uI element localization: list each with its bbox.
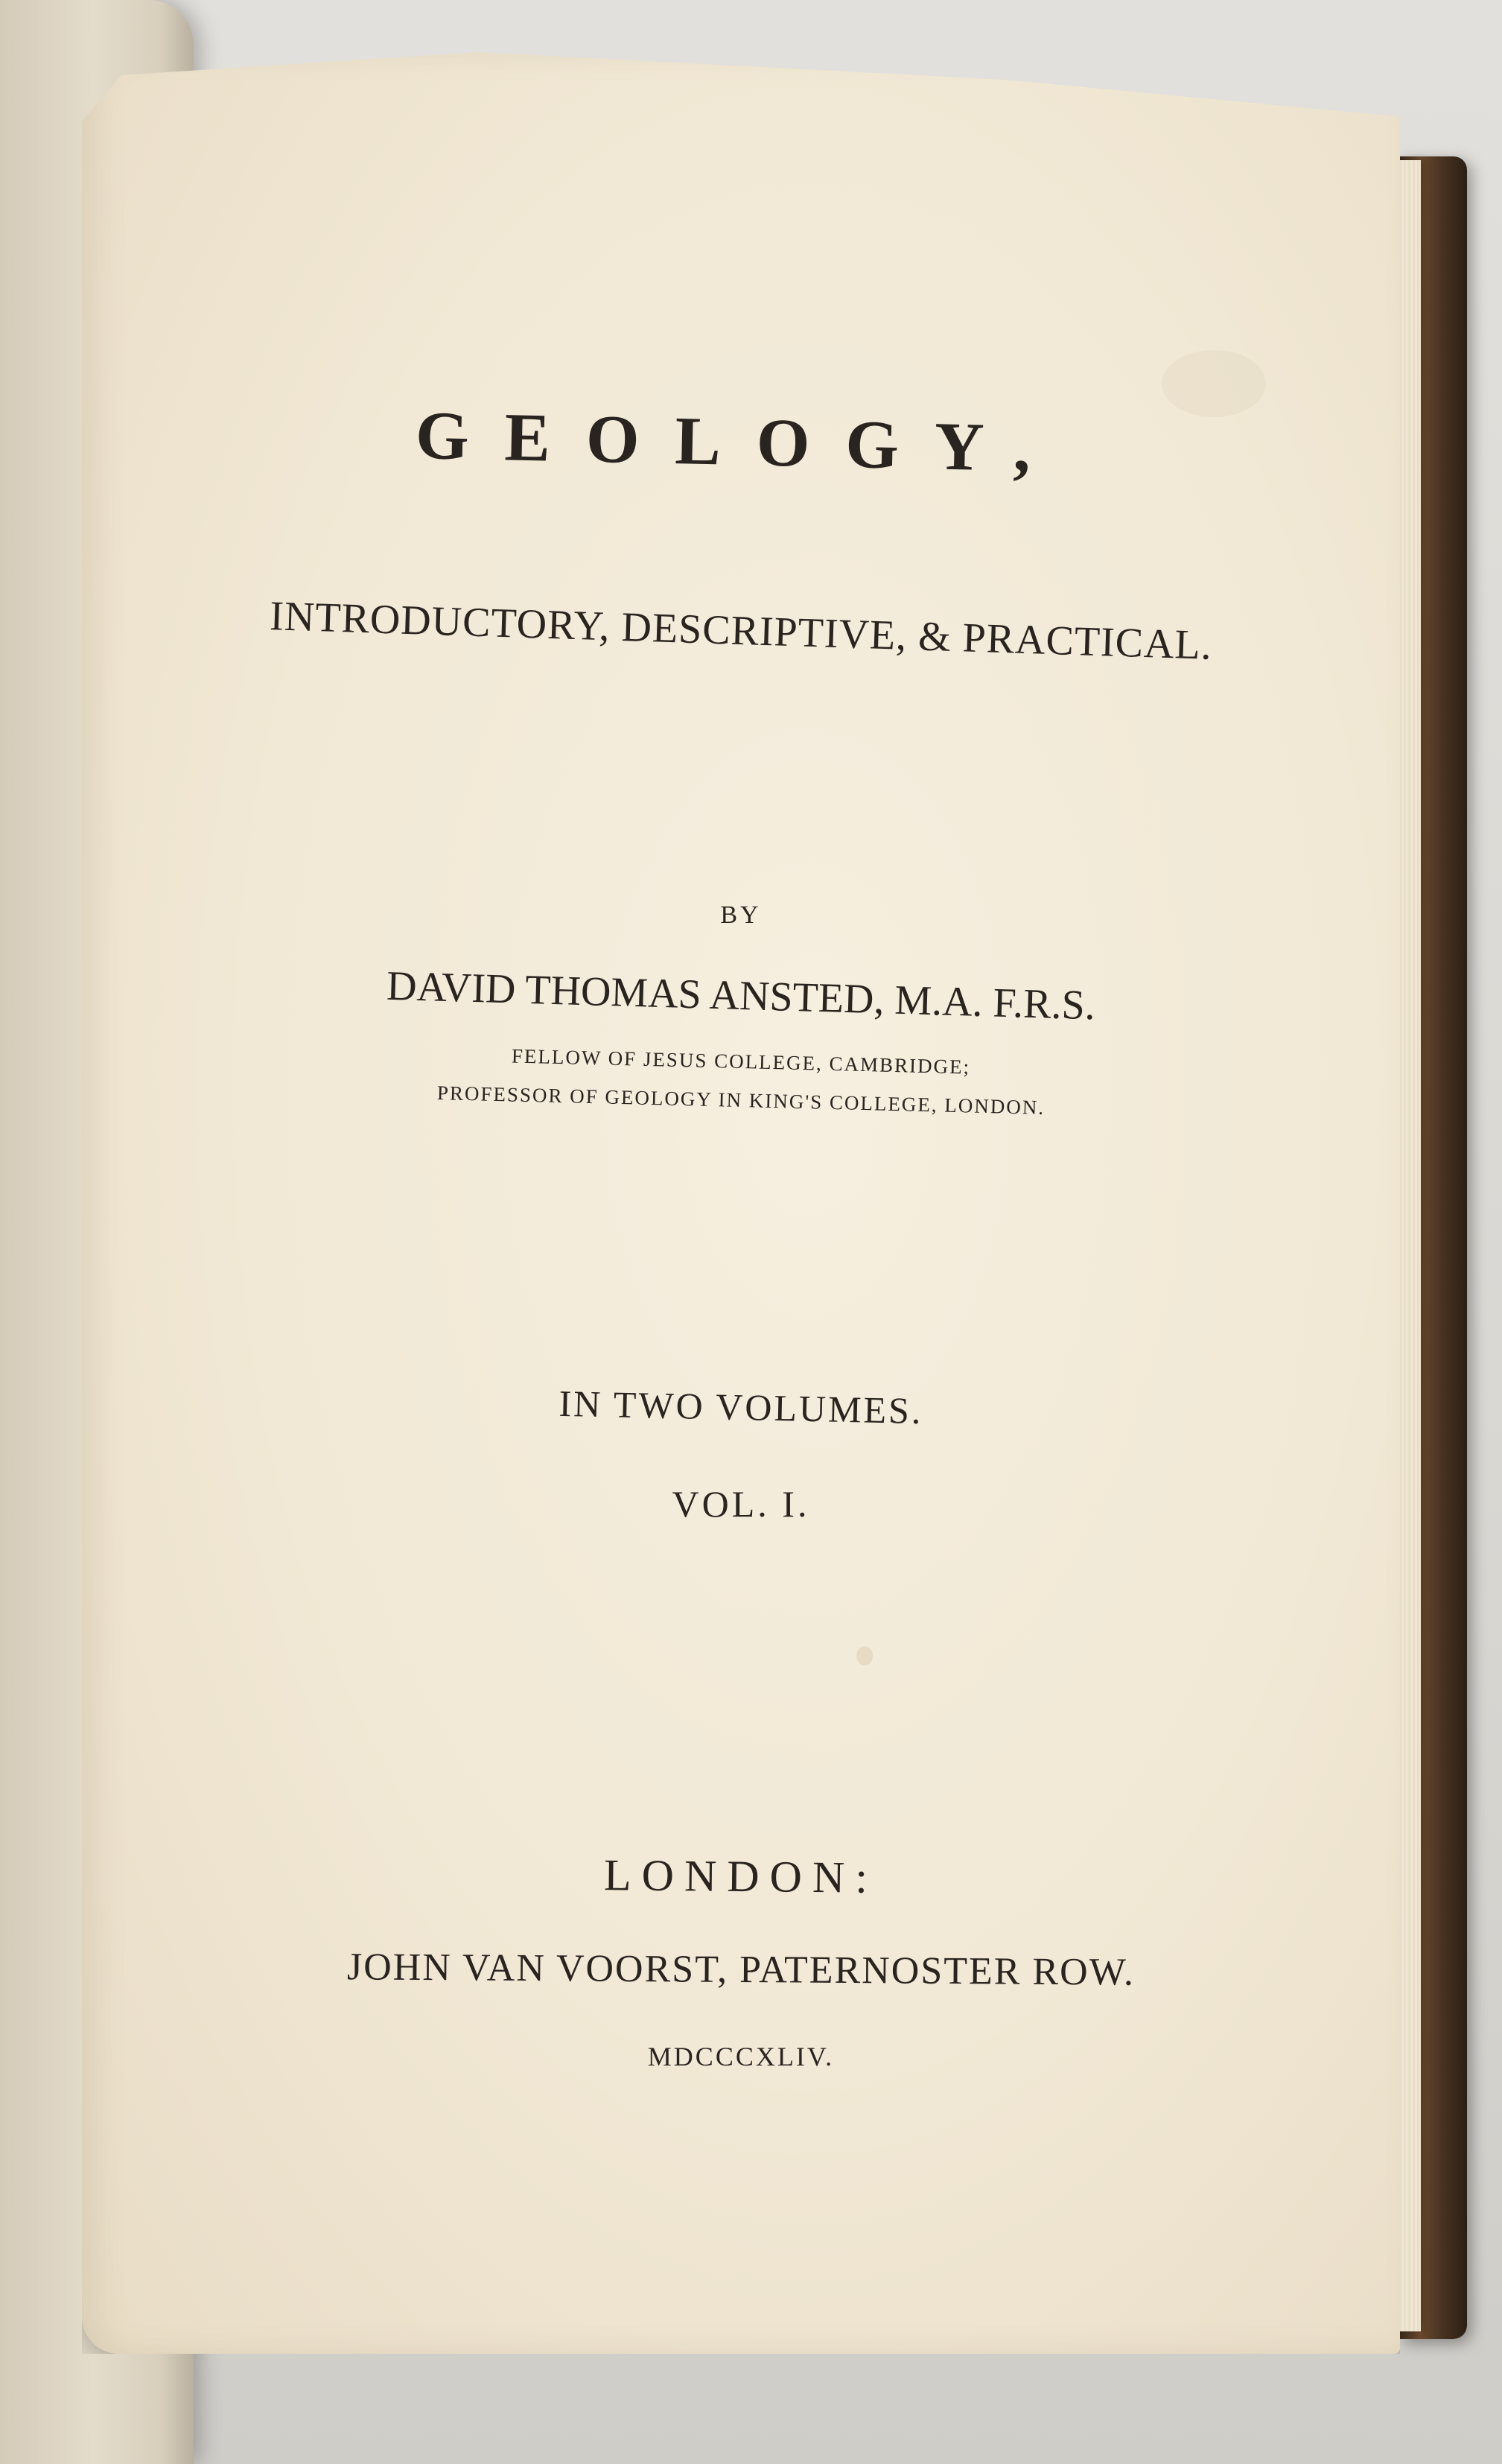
- publisher: JOHN VAN VOORST, PATERNOSTER ROW.: [346, 1946, 1136, 1994]
- author-affiliation-2: PROFESSOR OF GEOLOGY IN KING'S COLLEGE, LONDON.: [436, 1082, 1046, 1119]
- by-line: BY: [720, 901, 762, 929]
- book-subtitle: INTRODUCTORY, DESCRIPTIVE, & PRACTICAL.: [269, 593, 1213, 669]
- volume-count: IN TWO VOLUMES.: [558, 1382, 924, 1432]
- title-page-text: [82, 0, 1400, 2464]
- publication-city: LONDON:: [603, 1850, 879, 1902]
- book-title: GEOLOGY,: [415, 396, 1067, 487]
- author-affiliation-1: FELLOW OF JESUS COLLEGE, CAMBRIDGE;: [511, 1044, 971, 1079]
- publication-year: MDCCCXLIV.: [647, 2042, 835, 2071]
- volume-number: VOL. I.: [672, 1483, 810, 1525]
- author-name: DAVID THOMAS ANSTED, M.A. F.R.S.: [386, 962, 1096, 1029]
